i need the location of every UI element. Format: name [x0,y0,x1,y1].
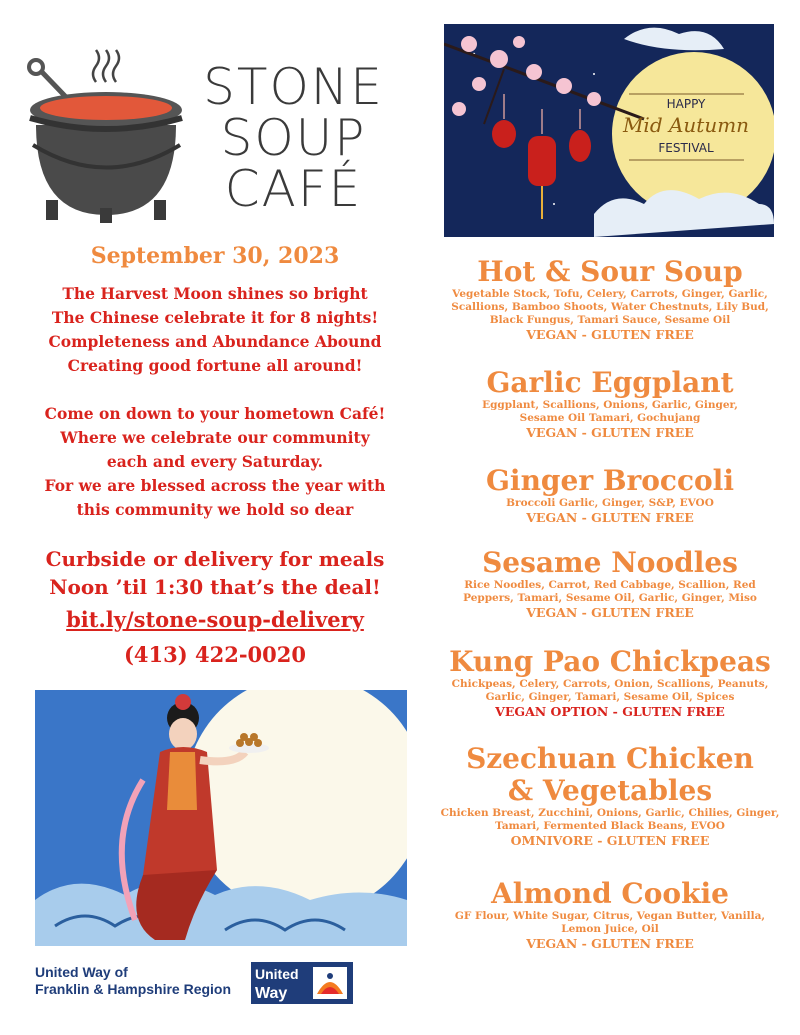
menu-item-sesame-noodles [428,547,792,620]
dish-title: Ginger Broccoli [486,464,734,497]
dish-title: Garlic Eggplant [486,366,734,399]
ingredient-line: Chickpeas, Celery, Carrots, Onion, Scallions, Peanuts, [451,678,769,690]
dish-ingredients [428,807,792,833]
banner-mid-autumn: Mid Autumn [622,113,750,137]
dish-diet: VEGAN OPTION - GLUTEN FREE [495,704,725,719]
menu-item-kung-pao-chickpeas [428,646,792,719]
soup-pot-icon [18,40,198,225]
dish-ingredients [428,910,792,936]
dish-ingredients [428,579,792,605]
dish-ingredients [428,399,792,425]
banner-happy: HAPPY [666,97,706,111]
dish-title: & Vegetables [507,774,713,807]
dish-title: Almond Cookie [491,877,729,910]
dish-diet: VEGAN - GLUTEN FREE [526,510,694,525]
ingredient-line: Tamari, Fermented Black Beans, EVOO [495,820,725,832]
poem-line: For we are blessed across the year with [44,476,386,495]
delivery-link[interactable]: bit.ly/stone-soup-delivery [66,607,364,632]
ingredient-line: GF Flour, White Sugar, Citrus, Vegan Butter, Vanilla, [454,910,766,922]
dish-diet: VEGAN - GLUTEN FREE [526,327,694,342]
ingredient-line: Sesame Oil Tamari, Gochujang [519,412,701,424]
ingredient-line: Chicken Breast, Zucchini, Onions, Garlic, Chilies, Ginger, [440,807,780,819]
dish-ingredients [428,288,792,327]
poem-line: this community we hold so dear [76,500,354,519]
menu-item-almond-cookie [428,878,792,951]
dish-ingredients [428,678,792,704]
poem-line: The Harvest Moon shines so bright [62,284,368,303]
dish-title: Hot & Sour Soup [477,255,743,288]
ingredient-line: Eggplant, Scallions, Onions, Garlic, Ginger, [482,399,738,411]
dish-ingredients [428,497,792,510]
poem-line: Come on down to your hometown Café! [44,404,386,423]
ingredient-line: Scallions, Bamboo Shoots, Water Chestnuts, Lily Bud, [451,301,769,313]
phone-number: (413) 422-0020 [123,642,307,667]
dish-diet: OMNIVORE - GLUTEN FREE [510,833,710,848]
event-date: September 30, 2023 [90,243,340,269]
curbside-line: Curbside or delivery for meals [45,547,385,571]
logo-united: United [255,966,299,982]
dish-title: Kung Pao Chickpeas [449,645,771,678]
ingredient-line: Broccoli Garlic, Ginger, S&P, EVOO [506,497,714,509]
dish-diet: VEGAN - GLUTEN FREE [526,936,694,951]
org-line: Franklin & Hampshire Region [35,981,232,997]
logo-soup: SOUP [220,109,367,167]
united-way-org-name [35,964,245,998]
logo-way: Way [255,985,288,1002]
menu-item-szechuan-chicken [428,743,792,848]
poem-line: The Chinese celebrate it for 8 nights! [51,308,379,327]
ingredient-line: Garlic, Ginger, Tamari, Sesame Oil, Spices [485,691,735,703]
dish-title: Szechuan Chicken [466,742,754,775]
ingredient-line: Rice Noodles, Carrot, Red Cabbage, Scallion, Red [464,579,756,591]
ingredient-line: Black Fungus, Tamari Sauce, Sesame Oil [489,314,731,326]
dish-diet: VEGAN - GLUTEN FREE [526,605,694,620]
moon-goddess-image [35,690,407,946]
banner-festival: FESTIVAL [658,141,714,155]
menu-item-garlic-eggplant [428,367,792,440]
poem-verse-2 [15,402,415,522]
poem-line: Where we celebrate our community [60,428,370,447]
menu-item-ginger-broccoli [428,465,792,525]
ingredient-line: Lemon Juice, Oil [561,923,659,935]
ingredient-line: Peppers, Tamari, Sesame Oil, Garlic, Ginger, Miso [463,592,757,604]
logo-stone: STONE [203,58,384,116]
logo-cafe: CAFÉ [224,160,363,218]
united-way-logo [251,962,353,1004]
dish-title: Sesame Noodles [482,546,738,579]
curbside-line: Noon ’til 1:30 that’s the deal! [49,575,381,599]
poem-line: each and every Saturday. [106,452,324,471]
poem-line: Creating good fortune all around! [67,356,363,375]
org-line: United Way of [35,964,128,980]
mid-autumn-festival-image [444,24,774,237]
poem-line: Completeness and Abundance Abound [48,332,382,351]
dish-diet: VEGAN - GLUTEN FREE [526,425,694,440]
curbside-info [15,545,415,601]
poem-verse-1 [15,282,415,378]
ingredient-line: Vegetable Stock, Tofu, Celery, Carrots, Ginger, Garlic, [452,288,768,300]
menu-item-hot-sour-soup [428,256,792,342]
